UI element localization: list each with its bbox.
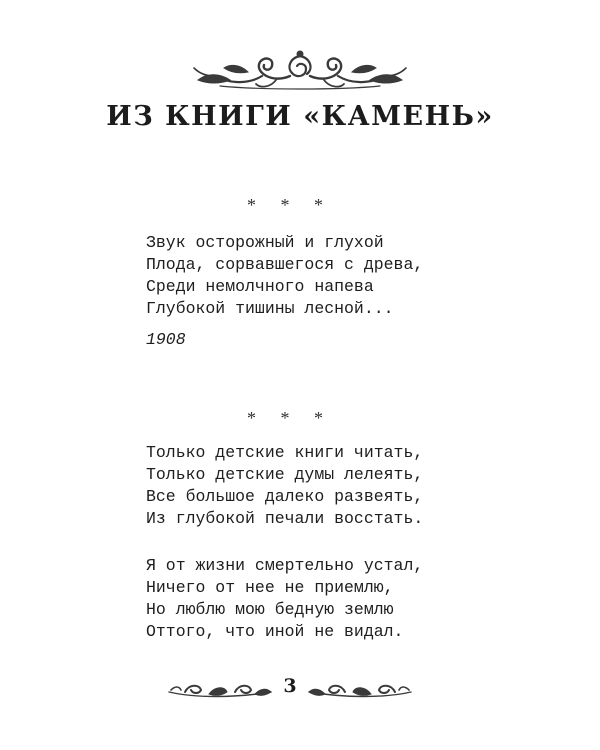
poem-2-stanza-2: [146, 555, 423, 643]
verse-line: Только детские думы лелеять,: [146, 465, 424, 484]
verse-line: Из глубокой печали восстать.: [146, 509, 424, 528]
verse-line: Среди немолчного напева: [146, 277, 374, 296]
poem-1-stanza-1: [146, 232, 423, 320]
verse-line: Но люблю мою бедную землю: [146, 600, 394, 619]
poem-separator: * * *: [247, 195, 333, 215]
poem-2-stanza-1: [146, 442, 423, 530]
poem-separator: * * *: [247, 408, 333, 428]
page-number: 3: [283, 675, 297, 697]
verse-line: Я от жизни смертельно устал,: [146, 556, 424, 575]
flourish-ornament-icon: [190, 46, 410, 94]
flourish-right-icon: [305, 678, 415, 702]
flourish-left-icon: [165, 678, 275, 702]
verse-line: Звук осторожный и глухой: [146, 233, 384, 252]
verse-line: Плода, сорвавшегося с древа,: [146, 255, 424, 274]
verse-line: Глубокой тишины лесной...: [146, 299, 394, 318]
section-title: ИЗ КНИГИ «КАМЕНЬ»: [106, 101, 494, 132]
page-footer: [0, 674, 600, 704]
verse-line: Оттого, что иной не видал.: [146, 622, 404, 641]
poem-date: 1908: [146, 330, 186, 349]
verse-line: Ничего от нее не приемлю,: [146, 578, 394, 597]
verse-line: Все большое далеко развеять,: [146, 487, 424, 506]
verse-line: Только детские книги читать,: [146, 443, 424, 462]
